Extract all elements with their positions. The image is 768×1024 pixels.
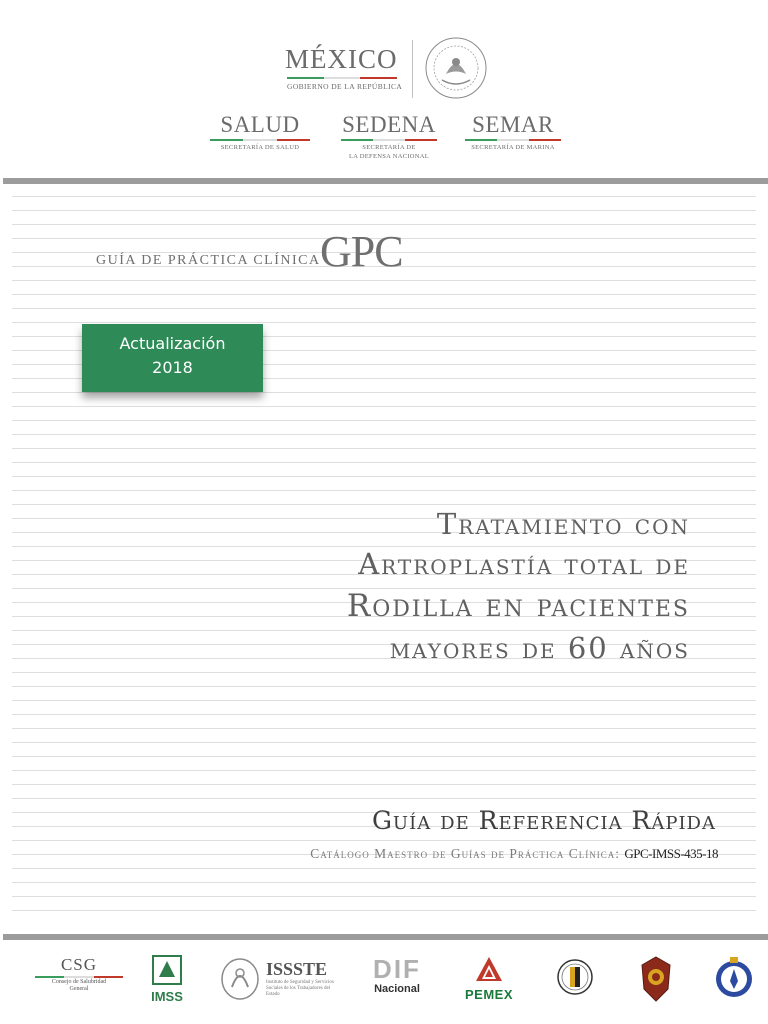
ruled-line (12, 420, 756, 421)
ruled-line (12, 392, 756, 393)
reference-title: Guía de Referencia Rápida (371, 806, 716, 835)
header (0, 0, 768, 178)
org-name: SALUD (220, 112, 300, 137)
tricolor-rule (465, 139, 561, 141)
mexico-tricolor-rule (287, 77, 397, 79)
badge-line-2: 2018 (152, 358, 193, 377)
ruled-line (12, 280, 756, 281)
ruled-line (12, 210, 756, 211)
org-sedena (337, 112, 441, 161)
issste-logo (218, 955, 336, 1007)
university-seal-icon (556, 955, 594, 999)
ruled-line (12, 490, 756, 491)
header-divider (412, 40, 413, 98)
ruled-line (12, 728, 756, 729)
org-name: SEDENA (342, 112, 436, 137)
ruled-line (12, 406, 756, 407)
org-salud (208, 112, 312, 152)
csg-sub-2: General (69, 986, 89, 992)
military-shield-icon (638, 955, 674, 1003)
ruled-line (12, 686, 756, 687)
ruled-line (12, 294, 756, 295)
dif-sub: Nacional (374, 983, 420, 995)
title-line-1: Tratamiento con (436, 507, 690, 541)
csg-name: CSG (60, 955, 98, 974)
org-subtitle: SECRETARÍA DE MARINA (471, 144, 555, 151)
ruled-line (12, 714, 756, 715)
ruled-line (12, 742, 756, 743)
badge-line-1: Actualización (119, 334, 226, 353)
ruled-line (12, 308, 756, 309)
imss-name: IMSS (151, 989, 183, 1004)
imss-emblem-icon (151, 955, 183, 985)
ruled-line (12, 672, 756, 673)
ruled-line (12, 322, 756, 323)
military-shield-logo (638, 955, 674, 1007)
title-line-4: mayores de 60 años (389, 631, 690, 665)
tricolor-rule (341, 139, 437, 141)
csg-logo (34, 955, 124, 1007)
ruled-line (12, 784, 756, 785)
org-name: SEMAR (472, 112, 554, 137)
gpc-acronym: GPC (320, 227, 403, 276)
dif-name: DIF (373, 954, 421, 984)
ruled-line (12, 448, 756, 449)
navy-seal-icon (714, 955, 754, 1001)
imss-logo (148, 955, 186, 1007)
tricolor-rule (35, 976, 123, 978)
ruled-line (12, 224, 756, 225)
pemex-logo (456, 955, 522, 1007)
ruled-line (12, 476, 756, 477)
issste-emblem-icon (218, 957, 262, 1001)
ruled-line (12, 700, 756, 701)
ruled-line (12, 868, 756, 869)
csg-sub-1: Consejo de Salubridad (51, 979, 107, 985)
ruled-line (12, 196, 756, 197)
org-subtitle: SECRETARÍA DE SALUD (220, 144, 300, 151)
ruled-line (12, 756, 756, 757)
update-badge (82, 324, 263, 392)
catalog-code: GPC-IMSS-435-18 (624, 846, 718, 861)
ruled-line (12, 910, 756, 911)
university-seal-logo (556, 955, 594, 1007)
national-seal-icon (424, 36, 488, 100)
title-line-3: Rodilla en pacientes (346, 588, 690, 624)
document-title (347, 504, 690, 668)
ruled-line (12, 770, 756, 771)
top-divider-bar (3, 178, 768, 184)
issste-sub: Instituto de Seguridad y Servicios Sociales de los Trabajadores del Estado (266, 980, 334, 997)
pemex-emblem-icon (474, 955, 504, 983)
ruled-line (12, 798, 756, 799)
catalog-line (310, 846, 718, 862)
ruled-line (12, 882, 756, 883)
org-subtitle: SECRETARÍA DE LA DEFENSA NACIONAL (348, 144, 430, 160)
dif-logo (368, 955, 426, 1007)
navy-seal-logo (714, 955, 754, 1007)
issste-name: ISSSTE (266, 959, 328, 979)
ruled-line (12, 840, 756, 841)
mexico-subtitle: GOBIERNO DE LA REPÚBLICA (287, 82, 403, 91)
bottom-divider-bar (3, 934, 768, 940)
ruled-line (12, 462, 756, 463)
tricolor-rule (210, 139, 310, 141)
ruled-line (12, 434, 756, 435)
org-semar (462, 112, 564, 152)
pemex-name: PEMEX (464, 987, 513, 1002)
mexico-title: MÉXICO (285, 44, 398, 74)
title-line-2: Artroplastía total de (358, 547, 690, 581)
catalog-label: Catálogo Maestro de Guías de Práctica Clínica: (310, 846, 620, 861)
gpc-label: GUÍA DE PRÁCTICA CLÍNICA (96, 253, 321, 268)
ruled-line (12, 896, 756, 897)
